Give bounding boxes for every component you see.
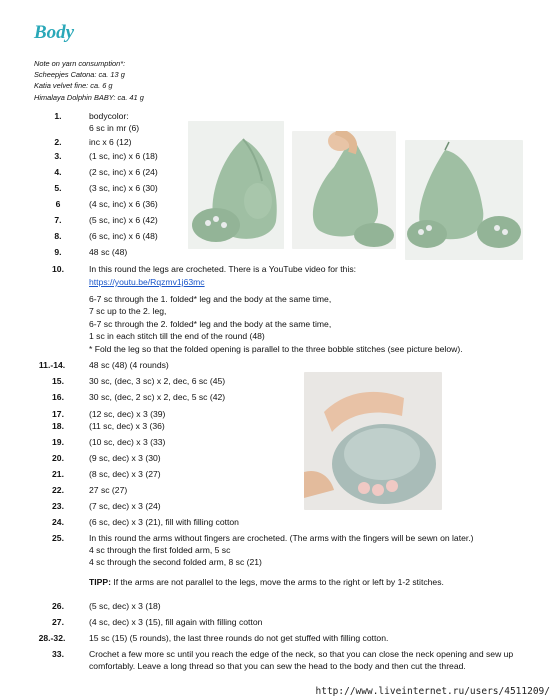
instruction-line: 6-7 sc through the 1. folded* leg and the body at the same time, — [89, 294, 332, 304]
round-number: 18. — [52, 421, 64, 431]
round-text: (6 sc, inc) x 6 (48) — [89, 231, 158, 241]
tip-body: If the arms are not parallel to the legs, move the arms to the right or left by 1-2 stitches. — [110, 577, 444, 587]
yarn-note-line: Scheepjes Catona: ca. 13 g — [34, 70, 125, 80]
round-text: (5 sc, dec) x 3 (18) — [89, 601, 161, 611]
round-number: 4. — [54, 167, 62, 177]
round-text: (10 sc, dec) x 3 (33) — [89, 437, 166, 447]
round-number: 1. — [54, 111, 62, 121]
round-text: (6 sc, dec) x 3 (21), fill with filling cotton — [89, 517, 239, 527]
instruction-line: 4 sc through the first folded arm, 5 sc — [89, 545, 231, 555]
round-number: 19. — [52, 437, 64, 447]
round-text: inc x 6 (12) — [89, 137, 132, 147]
round-number: 20. — [52, 453, 64, 463]
yarn-note-heading: Note on yarn consumption*: — [34, 59, 126, 68]
round-text: (4 sc, dec) x 3 (15), fill again with filling cotton — [89, 617, 263, 627]
round-text: Crochet a few more sc until you reach the edge of the neck, so that you can close the neck opening and sew up comfortably. Leave a long thread so that you can sew the head to the body and then cut the thread. — [89, 649, 514, 672]
legs-folding-photo — [304, 372, 442, 510]
round-number: 3. — [54, 151, 62, 161]
round-number: 17. — [52, 409, 64, 419]
round25-details — [89, 544, 529, 569]
round-text: (9 sc, dec) x 3 (30) — [89, 453, 161, 463]
round-number: 5. — [54, 183, 62, 193]
round-text: 30 sc, (dec, 3 sc) x 2, dec, 6 sc (45) — [89, 376, 226, 386]
round-number: 28.-32. — [38, 633, 66, 643]
round-number: 24. — [52, 517, 64, 527]
round-text: 27 sc (27) — [89, 485, 128, 495]
yarn-note-line: Katia velvet fine: ca. 6 g — [34, 81, 113, 91]
round-text: 30 sc, (dec, 2 sc) x 2, dec, 5 sc (42) — [89, 392, 226, 402]
round-number: 23. — [52, 501, 64, 511]
round-number: 15. — [52, 376, 64, 386]
round-text: (11 sc, dec) x 3 (36) — [89, 421, 165, 431]
round-number: 2. — [54, 137, 62, 147]
tip-text — [89, 576, 444, 588]
round-text: (3 sc, inc) x 6 (30) — [89, 183, 158, 193]
round-text: 48 sc (48) — [89, 247, 128, 257]
round-text: (4 sc, inc) x 6 (36) — [89, 199, 158, 209]
round-number: 33. — [52, 649, 64, 659]
round-number: 21. — [52, 469, 64, 479]
round-number: 6 — [55, 199, 61, 209]
body-photo-1 — [188, 121, 284, 249]
round-text: 15 sc (15) (5 rounds), the last three rounds do not get stuffed with filling cotton. — [89, 633, 389, 643]
round-number: 27. — [52, 617, 64, 627]
instruction-line: * Fold the leg so that the folded opening is parallel to the three bobble stitches (see picture below). — [89, 343, 463, 354]
round-number: 16. — [52, 392, 64, 402]
round-number: 25. — [52, 533, 64, 543]
round-text: 6 sc in mr (6) — [89, 123, 140, 133]
round-text: bodycolor: — [89, 111, 129, 121]
round-text: (8 sc, dec) x 3 (27) — [89, 469, 161, 479]
instruction-line: 4 sc through the second folded arm, 8 sc (21) — [89, 557, 262, 568]
round-text: (2 sc, inc) x 6 (24) — [89, 167, 158, 177]
round-text: (12 sc, dec) x 3 (39) — [89, 409, 166, 419]
round-text: (5 sc, inc) x 6 (42) — [89, 215, 158, 225]
round-number: 8. — [54, 231, 62, 241]
round-number: 22. — [52, 485, 64, 495]
round-number: 11.-14. — [38, 360, 66, 370]
round-text: In this round the legs are crocheted. There is a YouTube video for this: — [89, 264, 357, 274]
round-number: 9. — [54, 247, 62, 257]
round-text: (7 sc, dec) x 3 (24) — [89, 501, 161, 511]
round-number: 10. — [52, 264, 64, 274]
round-text: (1 sc, inc) x 6 (18) — [89, 151, 158, 161]
instruction-line: 7 sc up to the 2. leg, — [89, 306, 167, 317]
round-number: 26. — [52, 601, 64, 611]
round10-details — [89, 293, 529, 355]
body-photo-3 — [405, 140, 523, 260]
yarn-note-line: Himalaya Dolphin BABY: ca. 41 g — [34, 92, 144, 102]
round-text: 48 sc (48) (4 rounds) — [89, 360, 169, 370]
watermark-url: http://www.liveinternet.ru/users/4511209/ — [315, 686, 550, 697]
youtube-link[interactable]: https://youtu.be/Rqzmv1j63mc — [89, 277, 205, 287]
tip-label: TIPP: — [89, 577, 111, 587]
round-number: 7. — [54, 215, 62, 225]
body-photo-2 — [292, 131, 396, 249]
instruction-line: 6-7 sc through the 2. folded* leg and the body at the same time, — [89, 318, 332, 329]
round-text: In this round the arms without fingers are crocheted. (The arms with the fingers will be sewn on later.) — [89, 533, 474, 543]
instruction-line: 1 sc in each stitch till the end of the round (48) — [89, 331, 265, 342]
yarn-note — [34, 58, 144, 103]
section-title: Body — [34, 22, 75, 43]
